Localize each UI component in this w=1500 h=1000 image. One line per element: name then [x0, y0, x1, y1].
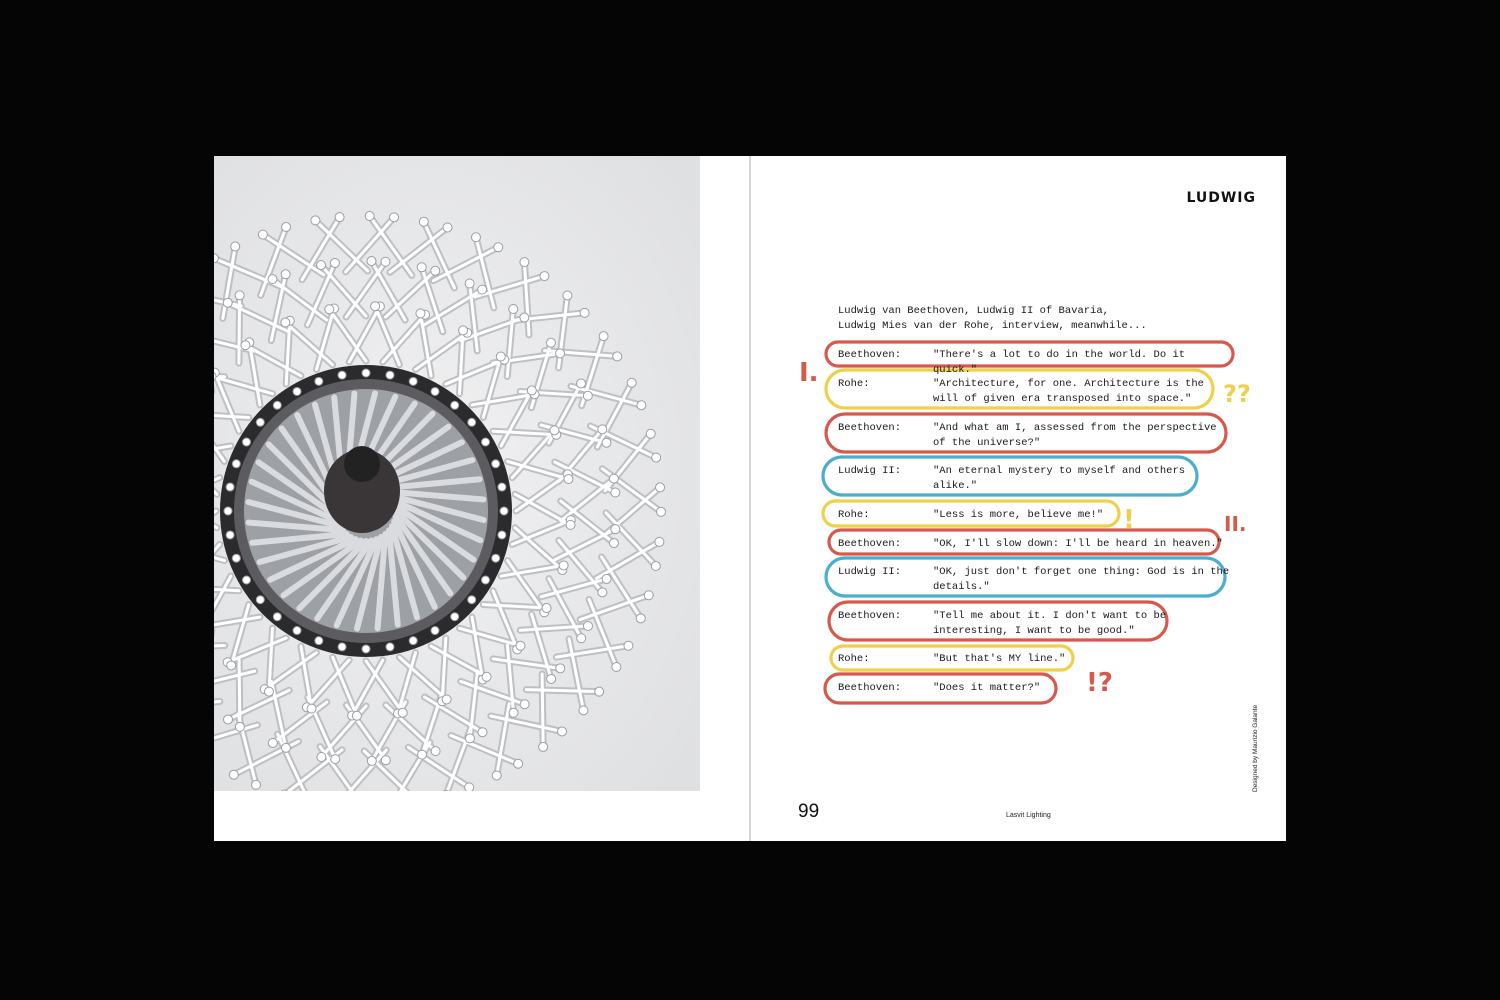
quote-line: "And what am I, assessed from the perspective [933, 422, 1217, 434]
quote [933, 537, 1233, 552]
chandelier-photo [214, 156, 700, 791]
designer-credit: Designed by Maurizio Galante [1252, 704, 1259, 792]
speaker: Beethoven: [838, 538, 902, 550]
annotation-mark: !? [1086, 668, 1113, 698]
quote [933, 464, 1233, 493]
quote-line: "An eternal mystery to myself and others [933, 465, 1186, 477]
chandelier-illustration [214, 156, 700, 791]
page-number: 99 [798, 801, 820, 822]
brand-title: LUDWIG [1186, 190, 1256, 206]
speaker: Beethoven: [838, 422, 902, 434]
quote [933, 565, 1233, 594]
annotation-mark: ! [1123, 505, 1135, 535]
speaker: Beethoven: [838, 610, 902, 622]
quote-line: interesting, I want to be good." [933, 624, 1135, 637]
annotation-mark: II. [1224, 512, 1247, 536]
annotation-mark: ?? [1223, 380, 1251, 408]
annotation-mark: I. [799, 358, 819, 388]
quote [933, 508, 1233, 523]
intro-line: Ludwig van Beethoven, Ludwig II of Bavaria, [838, 305, 1109, 317]
quote [933, 681, 1233, 696]
quote [933, 652, 1233, 667]
quote-line: alike." [933, 479, 978, 492]
quote-line: "But that's MY line." [933, 653, 1066, 665]
quote [933, 421, 1233, 450]
quote [933, 609, 1233, 638]
quote [933, 348, 1233, 377]
speaker: Beethoven: [838, 682, 902, 694]
speaker: Rohe: [838, 653, 870, 665]
speaker: Rohe: [838, 378, 870, 390]
quote [933, 377, 1233, 406]
quote-line: "Architecture, for one. Architecture is the [933, 378, 1204, 390]
quote-line: of the universe?" [933, 436, 1041, 449]
quote-line: "Tell me about it. I don't want to be [933, 610, 1167, 622]
quote-line: "OK, I'll slow down: I'll be heard in heaven." [933, 538, 1223, 550]
quote-line: "Does it matter?" [933, 682, 1041, 694]
left-page [214, 156, 749, 841]
speaker: Ludwig II: [838, 566, 902, 578]
quote-line: "OK, just don't forget one thing: God is in the [933, 566, 1230, 578]
quote-line: details." [933, 580, 990, 593]
right-page [751, 156, 1286, 841]
speaker: Rohe: [838, 509, 870, 521]
quote-line: "Less is more, believe me!" [933, 509, 1104, 521]
quote-line: will of given era transposed into space." [933, 392, 1192, 405]
intro-text [838, 304, 1198, 333]
quote-line: "There's a lot to do in the world. Do it quick." [933, 349, 1186, 376]
footer-brand: Lasvit Lighting [1006, 812, 1051, 819]
speaker: Ludwig II: [838, 465, 902, 477]
intro-line: Ludwig Mies van der Rohe, interview, meanwhile... [838, 319, 1147, 332]
speech-bubbles [751, 156, 1286, 841]
speaker: Beethoven: [838, 349, 902, 361]
